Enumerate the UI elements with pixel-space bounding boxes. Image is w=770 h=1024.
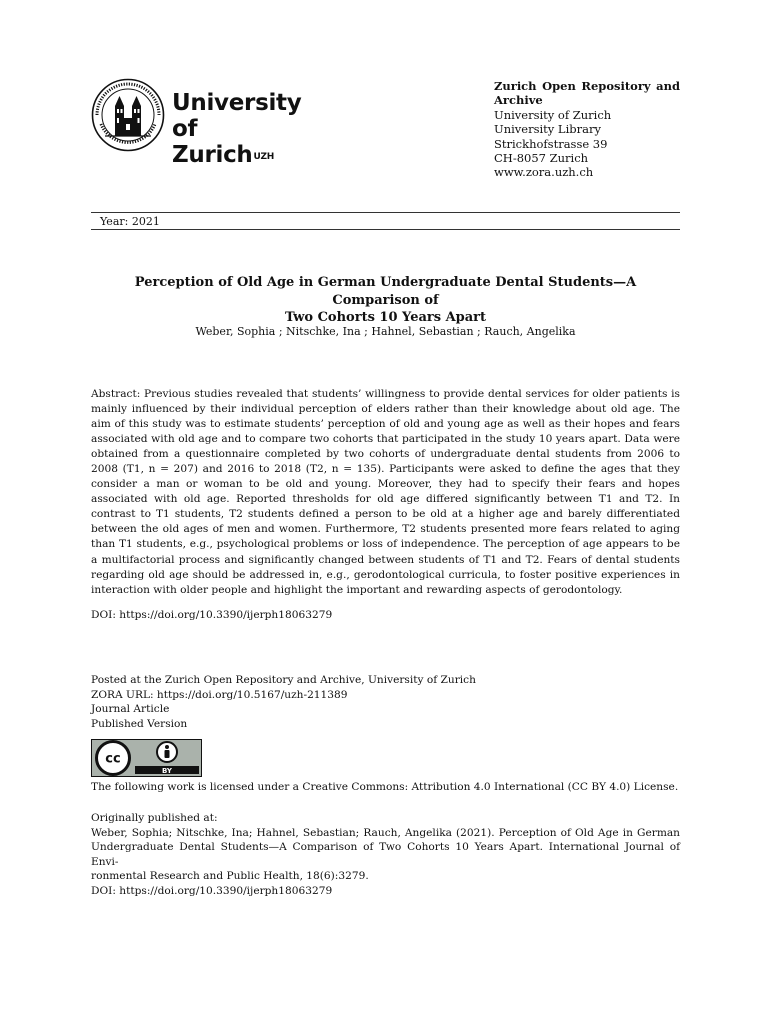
logo-line1: University of <box>172 90 302 142</box>
repository-name-line2: Archive <box>494 93 543 108</box>
posting-info <box>91 673 476 731</box>
original-citation-line3: ronmental Research and Public Health, 18(6):3279. <box>91 870 369 883</box>
repository-address-line: University Library <box>494 122 601 137</box>
cc-by-license-badge[interactable] <box>91 739 202 777</box>
article-title-line1: Perception of Old Age in German Undergraduate Dental Students—A Comparison of <box>134 275 637 308</box>
logo-wordmark <box>172 90 316 168</box>
year-rule-top <box>91 212 680 213</box>
repository-address-line: CH-8057 Zurich <box>494 151 589 166</box>
posting-line: Posted at the Zurich Open Repository and Archive, University of Zurich <box>91 674 476 686</box>
posting-type: Journal Article <box>91 703 170 716</box>
person-icon <box>165 745 169 749</box>
repository-address-line: University of Zurich <box>494 107 612 122</box>
year-rule-bottom <box>91 229 680 230</box>
article-abstract: Abstract: Previous studies revealed that students’ willingness to provide dental services for older patients is mainly influenced by their individual perception of elders rather than their knowledge about old age. The aim of this study was to estimate students’ perception of old and young age as well as their hopes and fears associated with old age and to compare two cohorts that participated in the study 10 years apart. Data were obtained from a questionnaire completed by two cohorts of undergraduate dental students from 2006 to 2008 (T1, n = 207) and 2016 to 2018 (T2, n = 135). Participants were asked to define the ages that they consider a man or woman to be old and young. Moreover, they had to specify their fears and hopes associated with old age. Reported thresholds for old age differed significantly between T1 and T2. In contrast to T1 students, T2 students defined a person to be old at a higher age and barely differentiated between the old ages of men and women. Furthermore, T2 students presented more fears related to aging than T1 students, e.g., psychological problems or loss of independence. The perception of age appears to be a multifactorial process and significantly changed between students of T1 and T2. Fears of dental students regarding old age should be addressed in, e.g., gerodontological curricula, to foster positive experiences in interaction with older people and highlight the important and rewarding aspects of gerodontology. <box>91 388 680 596</box>
original-heading: Originally published at: <box>91 812 218 824</box>
publication-year: Year: 2021 <box>100 215 160 228</box>
original-doi[interactable]: DOI: https://doi.org/10.3390/ijerph18063279 <box>91 884 333 897</box>
logo-line2: Zurich <box>172 142 253 168</box>
university-logo <box>91 78 316 168</box>
zora-url[interactable]: ZORA URL: https://doi.org/10.5167/uzh-211389 <box>91 688 348 701</box>
repository-name-line1: Zurich Open Repository and <box>494 79 680 93</box>
repository-address <box>494 79 680 180</box>
repository-address-line: Strickhofstrasse 39 <box>494 136 608 151</box>
by-badge-label: BY <box>161 767 173 775</box>
original-publication <box>91 811 680 899</box>
license-statement: The following work is licensed under a Creative Commons: Attribution 4.0 International (CC BY 4.0) License. <box>91 781 679 793</box>
logo-mark: UZH <box>253 152 274 162</box>
posting-version: Published Version <box>91 717 188 730</box>
article-doi[interactable]: DOI: https://doi.org/10.3390/ijerph18063279 <box>91 609 333 621</box>
university-seal-icon <box>91 78 165 152</box>
cc-badge-label: cc <box>105 751 121 767</box>
repository-website[interactable]: www.zora.uzh.ch <box>494 165 594 180</box>
article-title-line2: Two Cohorts 10 Years Apart <box>284 310 487 325</box>
article-title <box>91 274 680 327</box>
article-authors: Weber, Sophia ; Nitschke, Ina ; Hahnel, Sebastian ; Rauch, Angelika <box>195 325 576 338</box>
original-citation-line2: Undergraduate Dental Students—A Comparison of Two Cohorts 10 Years Apart. International Journal of Envi- <box>91 841 680 868</box>
original-citation-line1: Weber, Sophia; Nitschke, Ina; Hahnel, Sebastian; Rauch, Angelika (2021). Perception of Old Age in German <box>91 826 680 839</box>
